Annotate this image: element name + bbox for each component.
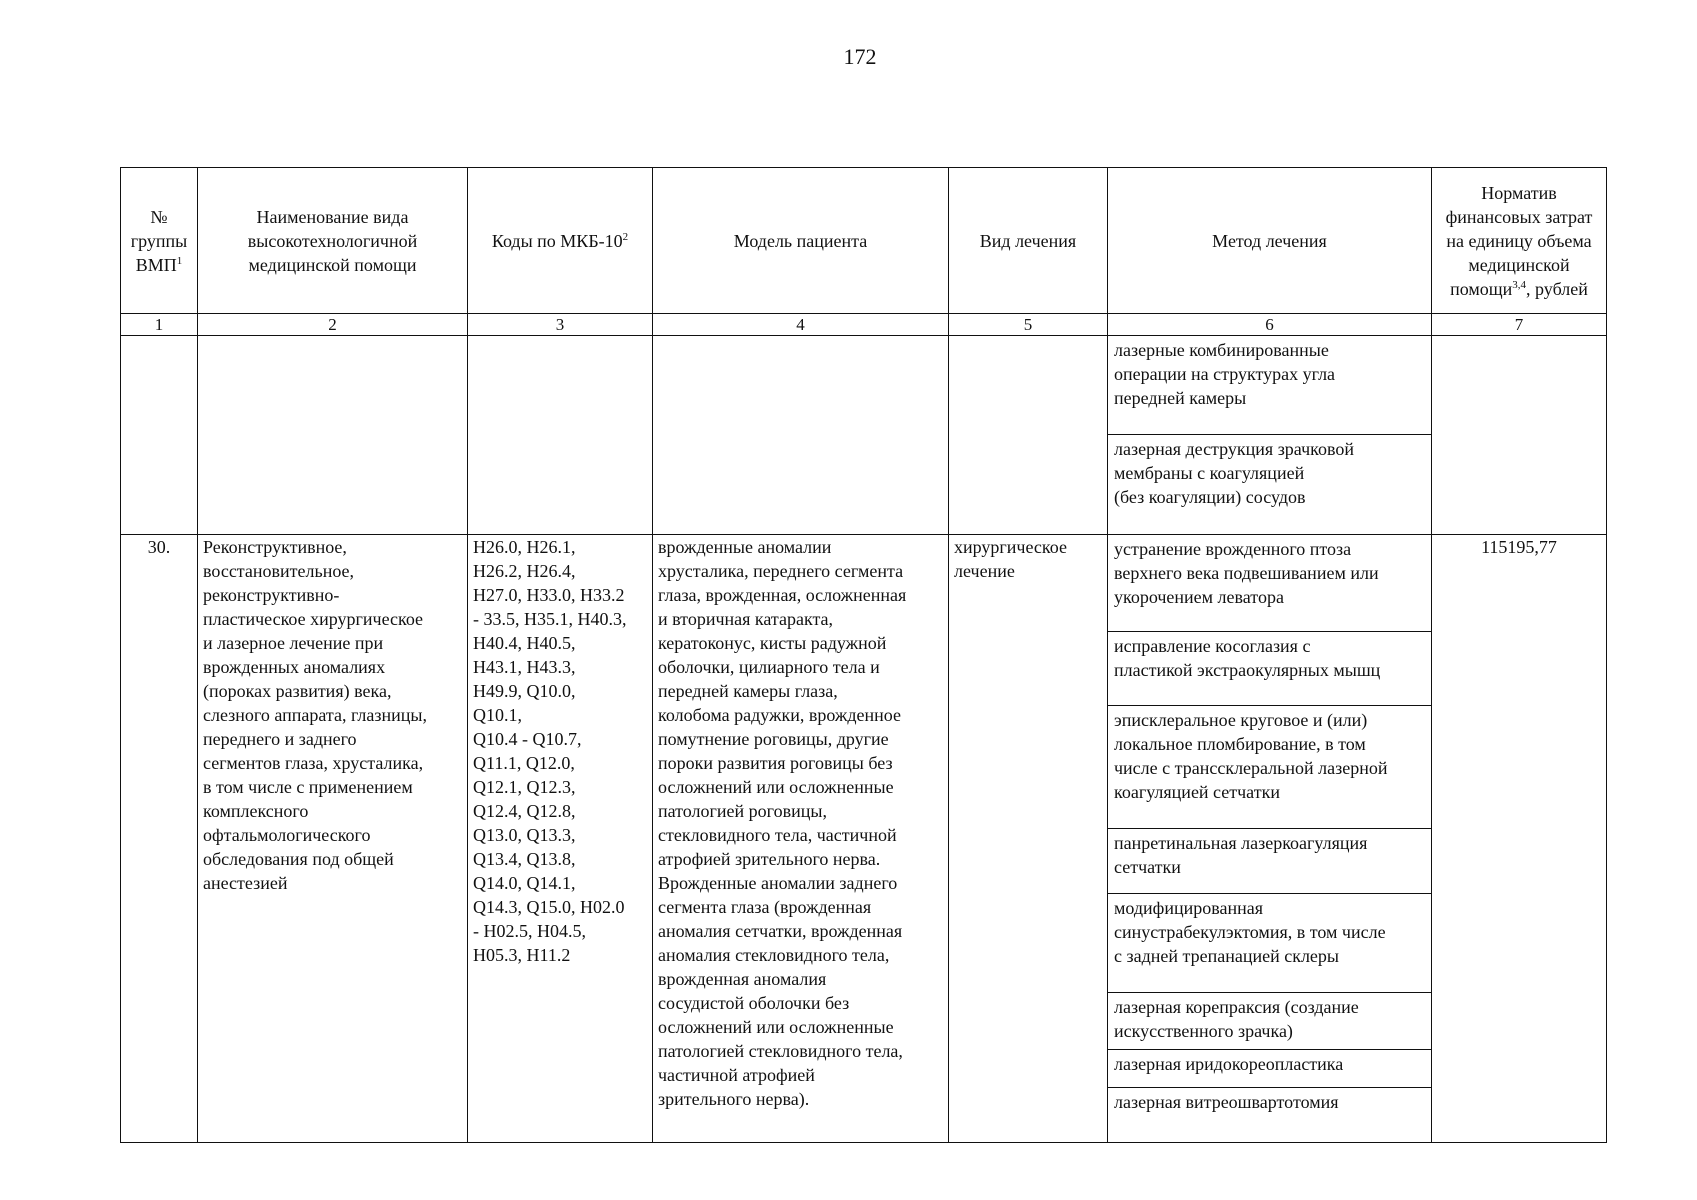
vmp-table	[120, 167, 1607, 1143]
empty-cell	[198, 336, 468, 535]
method-item: лазерные комбинированные операции на структурах угла передней камеры	[1108, 336, 1431, 435]
method-item: лазерная деструкция зрачковой мембраны с коагуляцией (без коагуляции) сосудов	[1114, 439, 1354, 507]
column-number: 6	[1108, 314, 1432, 336]
header-icd-codes: Коды по МКБ-$10^2$	[468, 168, 653, 314]
patient-model: врожденные аномалии хрусталика, переднего сегмента глаза, врожденная, осложненная и вторичная катаракта, кератоконус, кисты радужной оболочки, цилиарного тела и передней камеры глаза, колобома радужки, врожденное помутнение роговицы, другие пороки развития роговицы без осложнений или осложненные патологией роговицы, стекловидного тела, частичной атрофией зрительного нерва. Врожденные аномалии заднего сегмента глаза (врожденная аномалия сетчатки, врожденная аномалия стекловидного тела, врожденная аномалия сосудистой оболочки без осложнений или осложненные патологией стекловидного тела, частичной атрофией зрительного нерва).	[653, 535, 949, 1143]
method-item: лазерная иридокореопластика	[1108, 1050, 1431, 1088]
method-cell	[1108, 336, 1432, 535]
header-patient-model: Модель пациента	[653, 168, 949, 314]
empty-cell	[1432, 336, 1607, 535]
method-item: лазерная корепраксия (создание искусственного зрачка)	[1108, 993, 1431, 1050]
column-number-row	[121, 314, 1607, 336]
column-number: 1	[121, 314, 198, 336]
method-item: эписклеральное круговое и (или) локальное пломбирование, в том числе с транссклеральной лазерной коагуляцией сетчатки	[1108, 706, 1431, 829]
header-group-number: № группы ВМП$^1$	[121, 168, 198, 314]
method-list	[1108, 336, 1431, 533]
header-care-type: Наименование вида высокотехнологичной медицинской помощи	[198, 168, 468, 314]
header-treatment-type: Вид лечения	[949, 168, 1108, 314]
treatment-type: хирургическое лечение	[949, 535, 1108, 1143]
page-number: 172	[843, 44, 877, 69]
header-cost-standard: Норматив финансовых затрат на единицу объема медицинской помощи$^{3,4}$, рублей	[1432, 168, 1607, 314]
method-item: исправление косоглазия с пластикой экстраокулярных мышц	[1108, 632, 1431, 706]
method-item: модифицированная синустрабекулэктомия, в том числе с задней трепанацией склеры	[1108, 894, 1431, 993]
group-number: 30.	[121, 535, 198, 1143]
column-number: 3	[468, 314, 653, 336]
header-treatment-method: Метод лечения	[1108, 168, 1432, 314]
method-item: панретинальная лазеркоагуляция сетчатки	[1108, 829, 1431, 894]
care-type-name: Реконструктивное, восстановительное, реконструктивно- пластическое хирургическое и лазерное лечение при врожденных аномалиях (пороках развития) века, слезного аппарата, глазницы, переднего и заднего сегментов глаза, хрусталика, в том числе с применением комплексного офтальмологического обследования под общей анестезией	[198, 535, 468, 1143]
column-number: 7	[1432, 314, 1607, 336]
icd-codes: H26.0, H26.1, H26.2, H26.4, H27.0, H33.0, H33.2 - 33.5, H35.1, H40.3, H40.4, H40.5, H43.1, H43.3, H49.9, Q10.0, Q10.1, Q10.4 - Q10.7, Q11.1, Q12.0, Q12.1, Q12.3, Q12.4, Q12.8, Q13.0, Q13.3, Q13.4, Q13.8, Q14.0, Q14.1, Q14.3, Q15.0, H02.0 - H02.5, H04.5, H05.3, H11.2	[468, 535, 653, 1143]
column-number: 2	[198, 314, 468, 336]
method-item: лазерная витреошвартотомия	[1114, 1092, 1339, 1112]
method-item: устранение врожденного птоза верхнего века подвешиванием или укорочением леватора	[1108, 535, 1431, 632]
empty-cell	[121, 336, 198, 535]
continuation-row	[121, 336, 1607, 535]
column-number: 5	[949, 314, 1108, 336]
empty-cell	[949, 336, 1108, 535]
method-cell	[1108, 535, 1432, 1143]
empty-cell	[468, 336, 653, 535]
header-row	[121, 168, 1607, 314]
column-number: 4	[653, 314, 949, 336]
group-30-row	[121, 535, 1607, 1143]
cost-value: 115195,77	[1432, 535, 1607, 1143]
method-list	[1108, 535, 1431, 1141]
empty-cell	[653, 336, 949, 535]
